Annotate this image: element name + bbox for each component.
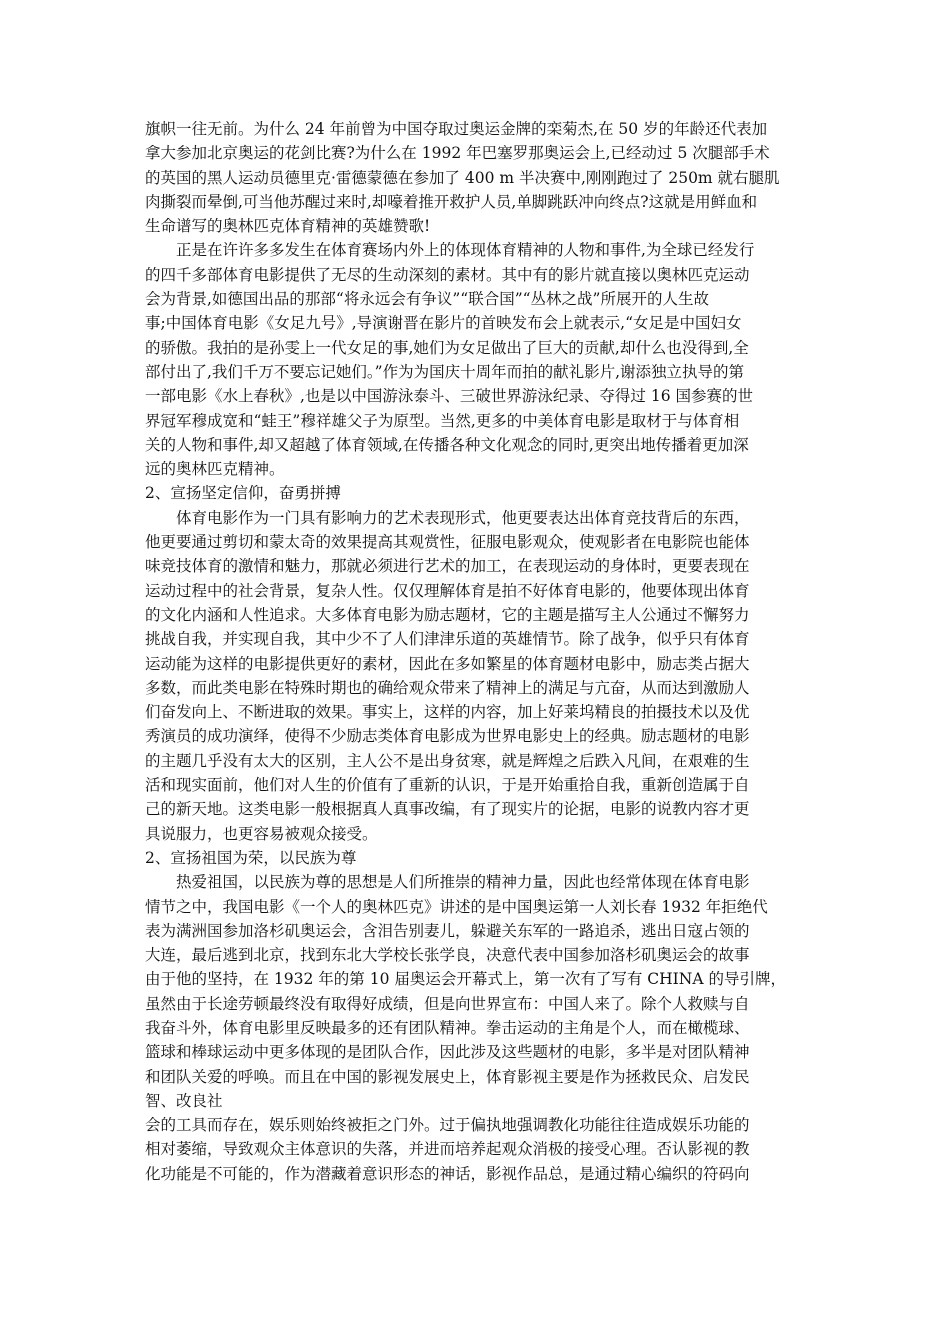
text-line: 相对萎缩，导致观众主体意识的失落，并进而培养起观众消极的接受心理。否认影视的教 (145, 1140, 750, 1159)
text-line: 情节之中，我国电影《一个人的奥林匹克》讲述的是中国奥运第一人刘长春 1932 年拒绝代 (145, 897, 768, 916)
text-line: 运动能为这样的电影提供更好的素材，因此在多如繁星的体育题材电影中，励志类占据大 (145, 654, 750, 673)
section-heading-patriotism: 2、宣扬祖国为荣，以民族为尊 (145, 848, 357, 867)
text-line: 挑战自我，并实现自我，其中少不了人们津津乐道的英雄情节。除了战争，似乎只有体育 (145, 630, 750, 649)
paragraph-patriotism (145, 870, 810, 1113)
text-line: 旗帜一往无前。为什么 24 年前曾为中国夺取过奥运金牌的栾菊杰,在 50 岁的年龄还代表加 (145, 120, 768, 138)
text-line: 篮球和棒球运动中更多体现的是团队合作，因此涉及这些题材的电影，多半是对团队精神 (145, 1043, 750, 1062)
text-line: 化功能是不可能的，作为潜藏着意识形态的神话，影视作品总，是通过精心编织的符码向 (145, 1164, 750, 1183)
text-line: 正是在许许多多发生在体育赛场内外上的体现体育精神的人物和事件,为全球已经发行 (176, 241, 755, 260)
text-line: 活和现实面前，他们对人生的价值有了重新的认识，于是开始重拾自我，重新创造属于自 (145, 776, 750, 795)
text-line: 会的工具而存在，娱乐则始终被拒之门外。过于偏执地强调教化功能往往造成娱乐功能的 (145, 1116, 750, 1135)
text-line: 智、改良社 (145, 1091, 223, 1110)
text-line: 的英国的黑人运动员德里克·雷德蒙德在参加了 400 m 半决赛中,刚刚跑过了 250m 就右腿肌 (145, 168, 780, 187)
paragraph-inspirational-films (145, 506, 810, 846)
text-line: 一部电影《水上春秋》,也是以中国游泳泰斗、三破世界游泳纪录、夺得过 16 国参赛的世 (145, 387, 754, 406)
text-line: 们奋发向上、不断进取的效果。事实上，这样的内容，加上好莱坞精良的拍摄技术以及优 (145, 703, 750, 722)
text-line: 己的新天地。这类电影一般根据真人真事改编，有了现实片的论据，电影的说教内容才更 (145, 800, 750, 819)
text-line: 的主题几乎没有太大的区别，主人公不是出身贫寒，就是辉煌之后跌入凡间，在艰难的生 (145, 751, 750, 770)
text-line: 具说服力，也更容易被观众接受。 (145, 824, 378, 843)
text-line: 虽然由于长途劳顿最终没有取得好成绩，但是向世界宣布：中国人来了。除个人救赎与自 (145, 994, 750, 1013)
text-line: 肉撕裂而晕倒,可当他苏醒过来时,却嚎着推开救护人员,单脚跳跃冲向终点?这就是用鲜血和 (145, 192, 758, 211)
paragraph-films (145, 238, 810, 481)
paragraph-entertainment (145, 1113, 810, 1186)
text-line: 表为满洲国参加洛杉矶奥运会，含泪告别妻儿，躲避关东军的一路追杀，逃出日寇占领的 (145, 921, 750, 940)
text-line: 部付出了,我们千万不要忘记她们。”作为为国庆十周年而拍的献礼影片,谢添独立执导的第 (145, 362, 745, 381)
text-line: 我奋斗外，体育电影里反映最多的还有团队精神。拳击运动的主角是个人，而在橄榄球、 (145, 1018, 750, 1037)
text-line: 的骄傲。我拍的是孙雯上一代女足的事,她们为女足做出了巨大的贡献,却什么也没得到,全 (145, 338, 749, 357)
document-page (145, 117, 810, 1186)
paragraph-athletes (145, 117, 810, 238)
text-line: 味竞技体育的激情和魅力，那就必须进行艺术的加工，在表现运动的身体时，更要表现在 (145, 557, 750, 576)
text-line: 事;中国体育电影《女足九号》,导演谢晋在影片的首映发布会上就表示,“女足是中国妇女 (145, 314, 742, 333)
text-line: 的四千多部体育电影提供了无尽的生动深刻的素材。其中有的影片就直接以奥林匹克运动 (145, 265, 750, 284)
text-line: 秀演员的成功演绎，使得不少励志类体育电影成为世界电影史上的经典。励志题材的电影 (145, 727, 750, 746)
text-line: 体育电影作为一门具有影响力的艺术表现形式，他更要表达出体育竞技背后的东西， (176, 508, 750, 527)
text-line: 大连，最后逃到北京，找到东北大学校长张学良，决意代表中国参加洛杉矶奥运会的故事 (145, 946, 750, 965)
text-line: 由于他的坚持，在 1932 年的第 10 届奥运会开幕式上，第一次有了写有 CHINA 的导引牌， (145, 970, 786, 989)
text-line: 远的奥林匹克精神。 (145, 460, 285, 479)
text-line: 热爱祖国，以民族为尊的思想是人们所推崇的精神力量，因此也经常体现在体育电影 (176, 873, 750, 892)
text-line: 和团队关爱的呼唤。而且在中国的影视发展史上，体育影视主要是作为拯救民众、启发民 (145, 1067, 750, 1086)
section-heading-faith: 2、宣扬坚定信仰，奋勇拼搏 (145, 484, 341, 503)
text-line: 运动过程中的社会背景，复杂人性。仅仅理解体育是拍不好体育电影的，他要体现出体育 (145, 581, 750, 600)
text-line: 拿大参加北京奥运的花剑比赛?为什么在 1992 年巴塞罗那奥运会上,已经动过 5 次腿部手术 (145, 144, 770, 163)
text-line: 生命谱写的奥林匹克体育精神的英雄赞歌! (145, 217, 431, 236)
text-line: 界冠军穆成宽和“蛙王”穆祥雄父子为原型。当然,更多的中美体育电影是取材于与体育相 (145, 411, 740, 430)
text-line: 多数，而此类电影在特殊时期也的确给观众带来了精神上的满足与亢奋，从而达到激励人 (145, 678, 750, 697)
text-line: 他更要通过剪切和蒙太奇的效果提高其观赏性，征服电影观众，使观影者在电影院也能体 (145, 533, 750, 552)
text-line: 关的人物和事件,却又超越了体育领域,在传播各种文化观念的同时,更突出地传播着更加深 (145, 435, 749, 454)
text-line: 的文化内涵和人性追求。大多体育电影为励志题材，它的主题是描写主人公通过不懈努力 (145, 605, 750, 624)
text-line: 会为背景,如德国出品的那部“将永远会有争议”“联合国”“丛林之战”所展开的人生故 (145, 290, 709, 309)
